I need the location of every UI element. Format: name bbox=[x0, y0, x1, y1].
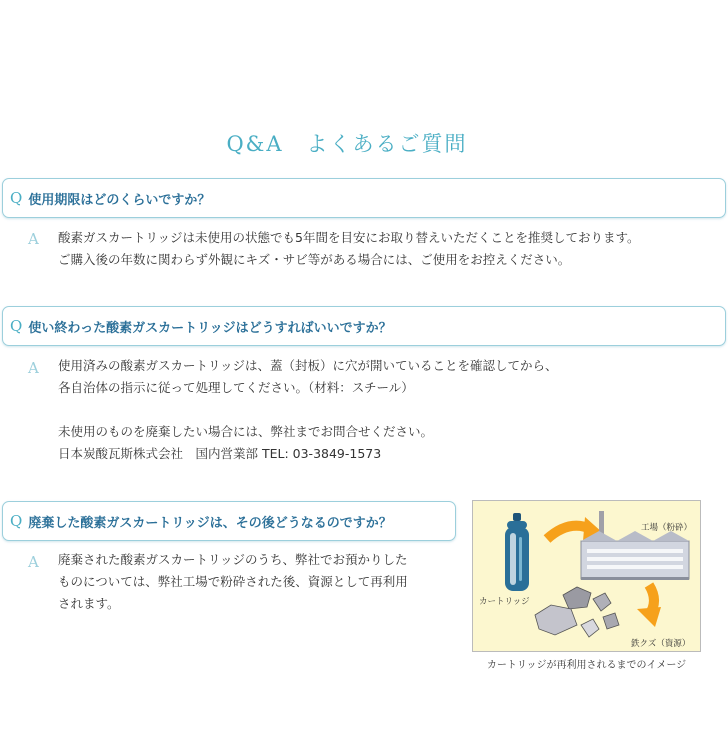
answer-line: 酸素ガスカートリッジは未使用の状態でも5年間を目安にお取り替えいただくことを推奨しております。 bbox=[58, 230, 640, 245]
cartridge-icon bbox=[505, 513, 529, 591]
faq-question-2 bbox=[2, 306, 726, 346]
question-text: 使用期限はどのくらいですか？ bbox=[28, 192, 211, 208]
q-mark: Q bbox=[10, 189, 23, 207]
q-mark: Q bbox=[10, 512, 23, 530]
label-scrap: 鉄クズ（資源） bbox=[631, 639, 691, 649]
contact-line: 日本炭酸瓦斯株式会社 国内営業部 TEL: 03-3849-1573 bbox=[58, 446, 382, 461]
faq-answer-1 bbox=[58, 227, 639, 271]
illustration-caption: カートリッジが再利用されるまでのイメージ bbox=[486, 660, 687, 671]
answer-line: ものについては、弊社工場で粉砕された後、資源として再利用 bbox=[58, 574, 408, 589]
answer-line: 廃棄された酸素ガスカートリッジのうち、弊社でお預かりした bbox=[58, 552, 408, 567]
a-mark: A bbox=[28, 553, 39, 571]
arrow-to-scrap-icon bbox=[637, 585, 661, 627]
question-text: 使い終わった酸素ガスカートリッジはどうすればいいですか？ bbox=[28, 320, 392, 336]
scrap-metal-icon bbox=[535, 587, 619, 637]
answer-line: 未使用のものを廃棄したい場合には、弊社までお問合せください。 bbox=[58, 424, 434, 439]
answer-line: 各自治体の指示に従って処理してください。（材料：スチール） bbox=[58, 380, 414, 395]
recycling-illustration bbox=[472, 500, 701, 652]
answer-line: 使用済みの酸素ガスカートリッジは、蓋（封板）に穴が開いていることを確認してから、 bbox=[58, 358, 558, 373]
label-factory: 工場（粉砕） bbox=[641, 523, 693, 533]
faq-question-1 bbox=[2, 178, 726, 218]
faq-answer-3 bbox=[58, 549, 408, 615]
question-text: 廃棄した酸素ガスカートリッジは、その後どうなるのですか？ bbox=[28, 515, 392, 531]
q-mark: Q bbox=[10, 317, 23, 335]
a-mark: A bbox=[28, 359, 39, 377]
answer-line: ご購入後の年数に関わらず外観にキズ・サビ等がある場合には、ご使用をお控えください。 bbox=[58, 252, 571, 267]
a-mark: A bbox=[28, 230, 39, 248]
faq-question-3 bbox=[2, 501, 456, 541]
page-title: Q&A よくあるご質問 bbox=[226, 132, 468, 156]
answer-line: されます。 bbox=[58, 596, 120, 611]
label-cartridge: カートリッジ bbox=[479, 597, 530, 607]
faq-answer-2 bbox=[58, 355, 558, 465]
